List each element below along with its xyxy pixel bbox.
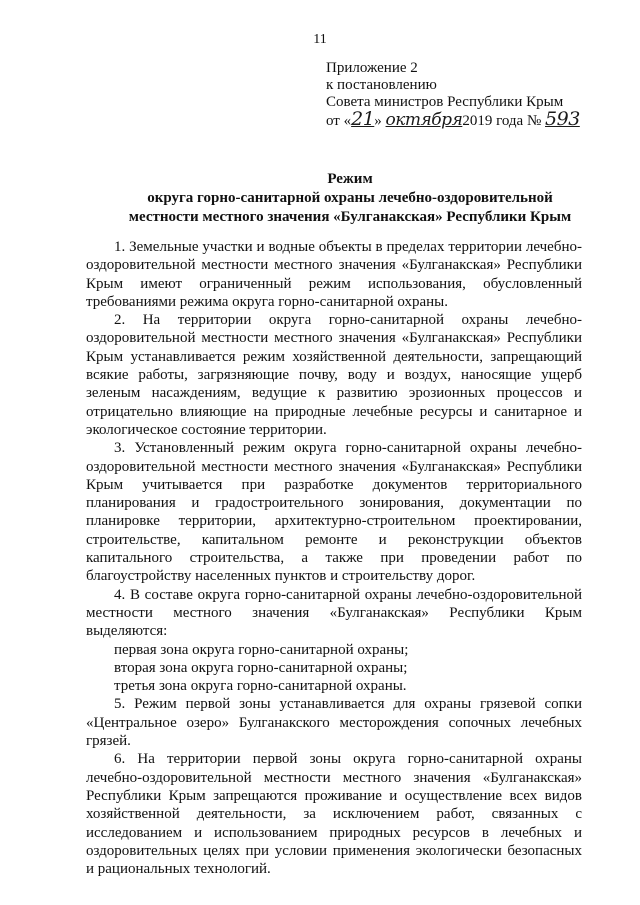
zone-item-2: вторая зона округа горно-санитарной охраны; <box>114 659 408 676</box>
handwritten-doc-number: 593 <box>545 108 580 130</box>
handwritten-month: октября <box>385 110 463 130</box>
date-line <box>326 108 626 130</box>
zone-item-1: первая зона округа горно-санитарной охраны; <box>114 641 409 658</box>
paragraph-4: 4. В составе округа горно-санитарной охраны лечебно-оздоровительной местности местного значения «Булганакская» Республики Крым выделяются: <box>86 586 582 640</box>
appendix-header <box>326 60 626 130</box>
date-year: 2019 года № <box>462 113 542 129</box>
paragraph-5: 5. Режим первой зоны устанавливается для охраны грязевой сопки «Центральное озеро» Булганакского месторождения сопочных лечебных грязей. <box>86 696 582 750</box>
paragraph-2: 2. На территории округа горно-санитарной охраны лечебно-оздоровительной местности местного значения «Булганакская» Республики Крым устанавливается режим хозяйственной деятельности, запрещающий всякие работы, загрязняющие почву, воду и воздух, наносящие ущерб зеленым насаждениям, ведущие к развитию эрозионных процессов и отрицательно влияющие на природные лечебные ресурсы и санитарное и экологическое состояние территории. <box>86 312 582 438</box>
document-body <box>86 238 582 878</box>
title-line-3: местности местного значения «Булганакская» Республики Крым <box>128 209 572 225</box>
date-mid: » <box>374 113 382 129</box>
handwritten-day: 21 <box>351 108 375 130</box>
resolution-label: к постановлению <box>326 77 437 93</box>
zone-item-3: третья зона округа горно-санитарной охраны. <box>114 678 407 695</box>
appendix-label: Приложение 2 <box>326 60 418 76</box>
page-number: 11 <box>313 32 327 47</box>
paragraph-1: 1. Земельные участки и водные объекты в пределах территории лечебно-оздоровительной местности местного значения «Булганакская» Республики Крым имеют ограниченный режим использования, обусловленный требованиями режима округа горно-санитарной охраны. <box>86 239 582 310</box>
document-title <box>80 170 620 227</box>
paragraph-6: 6. На территории первой зоны округа горно-санитарной охраны лечебно-оздоровительной местности местного значения «Булганакская» Республики Крым запрещаются проживание и осуществление всех видов хозяйственной деятельности, за исключением работ, связанных с исследованием и использованием природных ресурсов в лечебных и оздоровительных целях при условии применения экологически безопасных и рациональных технологий. <box>86 751 582 878</box>
title-line-2: округа горно-санитарной охраны лечебно-оздоровительной <box>147 190 553 206</box>
title-line-1: Режим <box>327 171 373 187</box>
date-prefix: от « <box>326 113 352 129</box>
paragraph-3: 3. Установленный режим округа горно-санитарной охраны лечебно-оздоровительной местности местного значения «Булганакская» Республики Крым учитывается при разработке документов территориального планирования и градостроительного зонирования, документации по планировке территории, архитектурно-строительном проектировании, строительстве, капитальном ремонте и реконструкции объектов капитального строительства, а также при проведении работ по благоустройству населенных пунктов и строительству дорог. <box>86 440 582 585</box>
issuer-label: Совета министров Республики Крым <box>326 94 564 110</box>
